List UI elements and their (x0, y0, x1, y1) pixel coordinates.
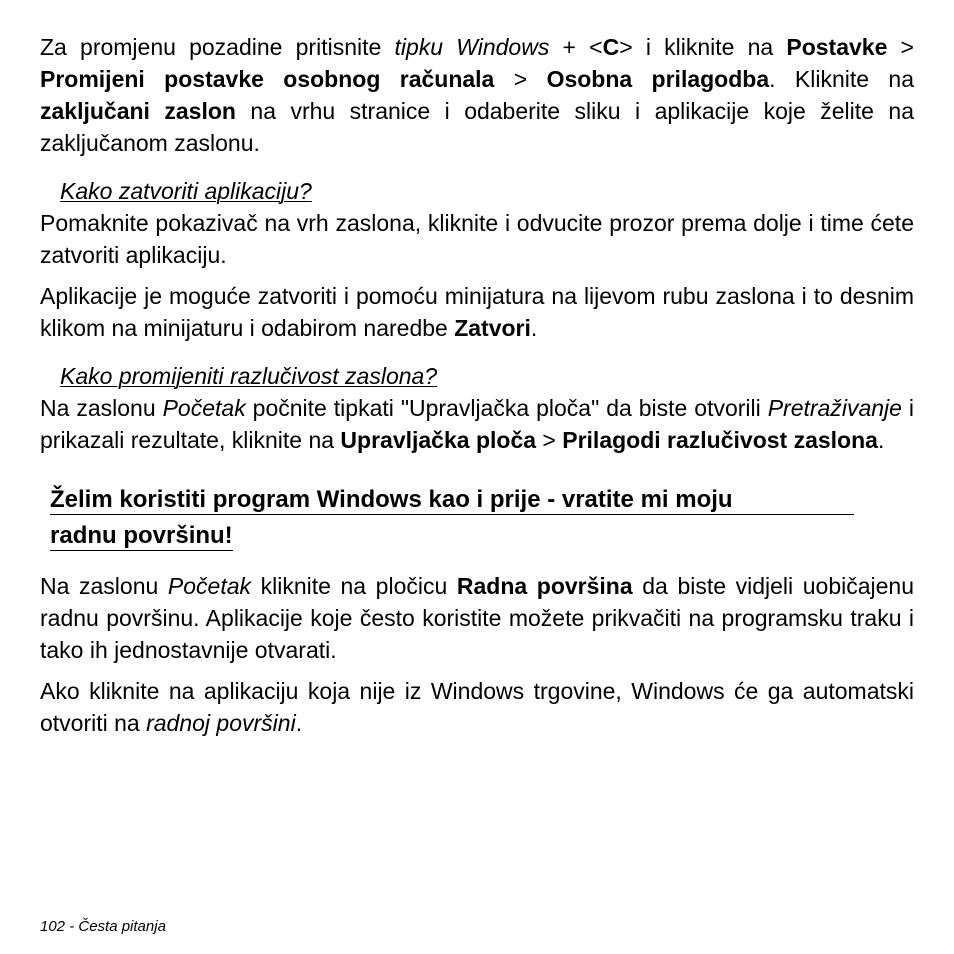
text-run: + < (549, 34, 603, 60)
bold-run: Zatvori (454, 315, 531, 341)
text-run: . (530, 315, 538, 341)
text-run: . (877, 427, 885, 453)
bold-run: Promijeni postavke osobnog računala (40, 66, 495, 92)
paragraph-desktop-tile (40, 570, 914, 666)
text-run: na vrhu stranice i odaberite sliku i aplikacije koje želite na zaključanom zaslonu. (40, 98, 914, 156)
paragraph-close-app-thumbnail (40, 280, 914, 344)
italic-run: tipku Windows (394, 34, 550, 60)
text-run: počnite tipkati "Upravljačka ploča" da biste otvorili (245, 395, 768, 421)
bold-run: zaključani zaslon (40, 98, 236, 124)
question-heading-close-app: Kako zatvoriti aplikaciju? (60, 178, 312, 204)
italic-run: Početak (162, 395, 246, 421)
text-run: . (295, 710, 303, 736)
text-run: kliknite na pločicu (251, 573, 457, 599)
paragraph-close-app-drag: Pomaknite pokazivač na vrh zaslona, kliknite i odvucite prozor prema dolje i time ćete zatvoriti aplikaciju. (40, 210, 914, 268)
text-run: Aplikacije je moguće zatvoriti i pomoću minijatura na lijevom rubu zaslona i to desnim klikom na minijaturu i odabirom naredbe (40, 283, 914, 341)
italic-run: radnoj površini (146, 710, 296, 736)
text-run: Ako kliknite na aplikaciju koja nije iz Windows trgovine, Windows će ga automatski otvoriti na (40, 678, 914, 736)
document-page (40, 31, 914, 739)
text-run: Za promjenu pozadine pritisnite (40, 34, 395, 60)
page-footer: 102 - Česta pitanja (40, 918, 166, 935)
text-run: . Kliknite na (769, 66, 914, 92)
text-run: i prikazali rezultate, kliknite na (40, 395, 915, 453)
section-title-line: Želim koristiti program Windows kao i prije - vratite mi moju (50, 486, 854, 515)
text-run: Na zaslonu (40, 395, 163, 421)
italic-run: Pretraživanje (767, 395, 902, 421)
section-title-line: radnu površinu! (50, 522, 233, 549)
bold-run: C (602, 34, 620, 60)
text-run: > (887, 34, 914, 60)
bold-run: Postavke (786, 34, 888, 60)
paragraph-resolution (40, 392, 914, 456)
section-title (50, 482, 854, 554)
paragraph-lock-screen (40, 31, 914, 159)
text-run: > i kliknite na (619, 34, 787, 60)
question-heading-resolution: Kako promijeniti razlučivost zaslona? (60, 363, 438, 389)
text-run: > (494, 66, 547, 92)
bold-run: Prilagodi razlučivost zaslona (562, 427, 878, 453)
text-run: Na zaslonu (40, 573, 168, 599)
italic-run: Početak (167, 573, 251, 599)
text-run: > (536, 427, 563, 453)
bold-run: Upravljačka ploča (340, 427, 537, 453)
bold-run: Osobna prilagodba (546, 66, 770, 92)
bold-run: Radna površina (456, 573, 633, 599)
paragraph-desktop-apps (40, 675, 914, 739)
text-run: da biste vidjeli uobičajenu radnu površinu. Aplikacije koje često koristite možete prikvačiti na programsku traku i tako ih jednostavnije otvarati. (40, 573, 915, 663)
